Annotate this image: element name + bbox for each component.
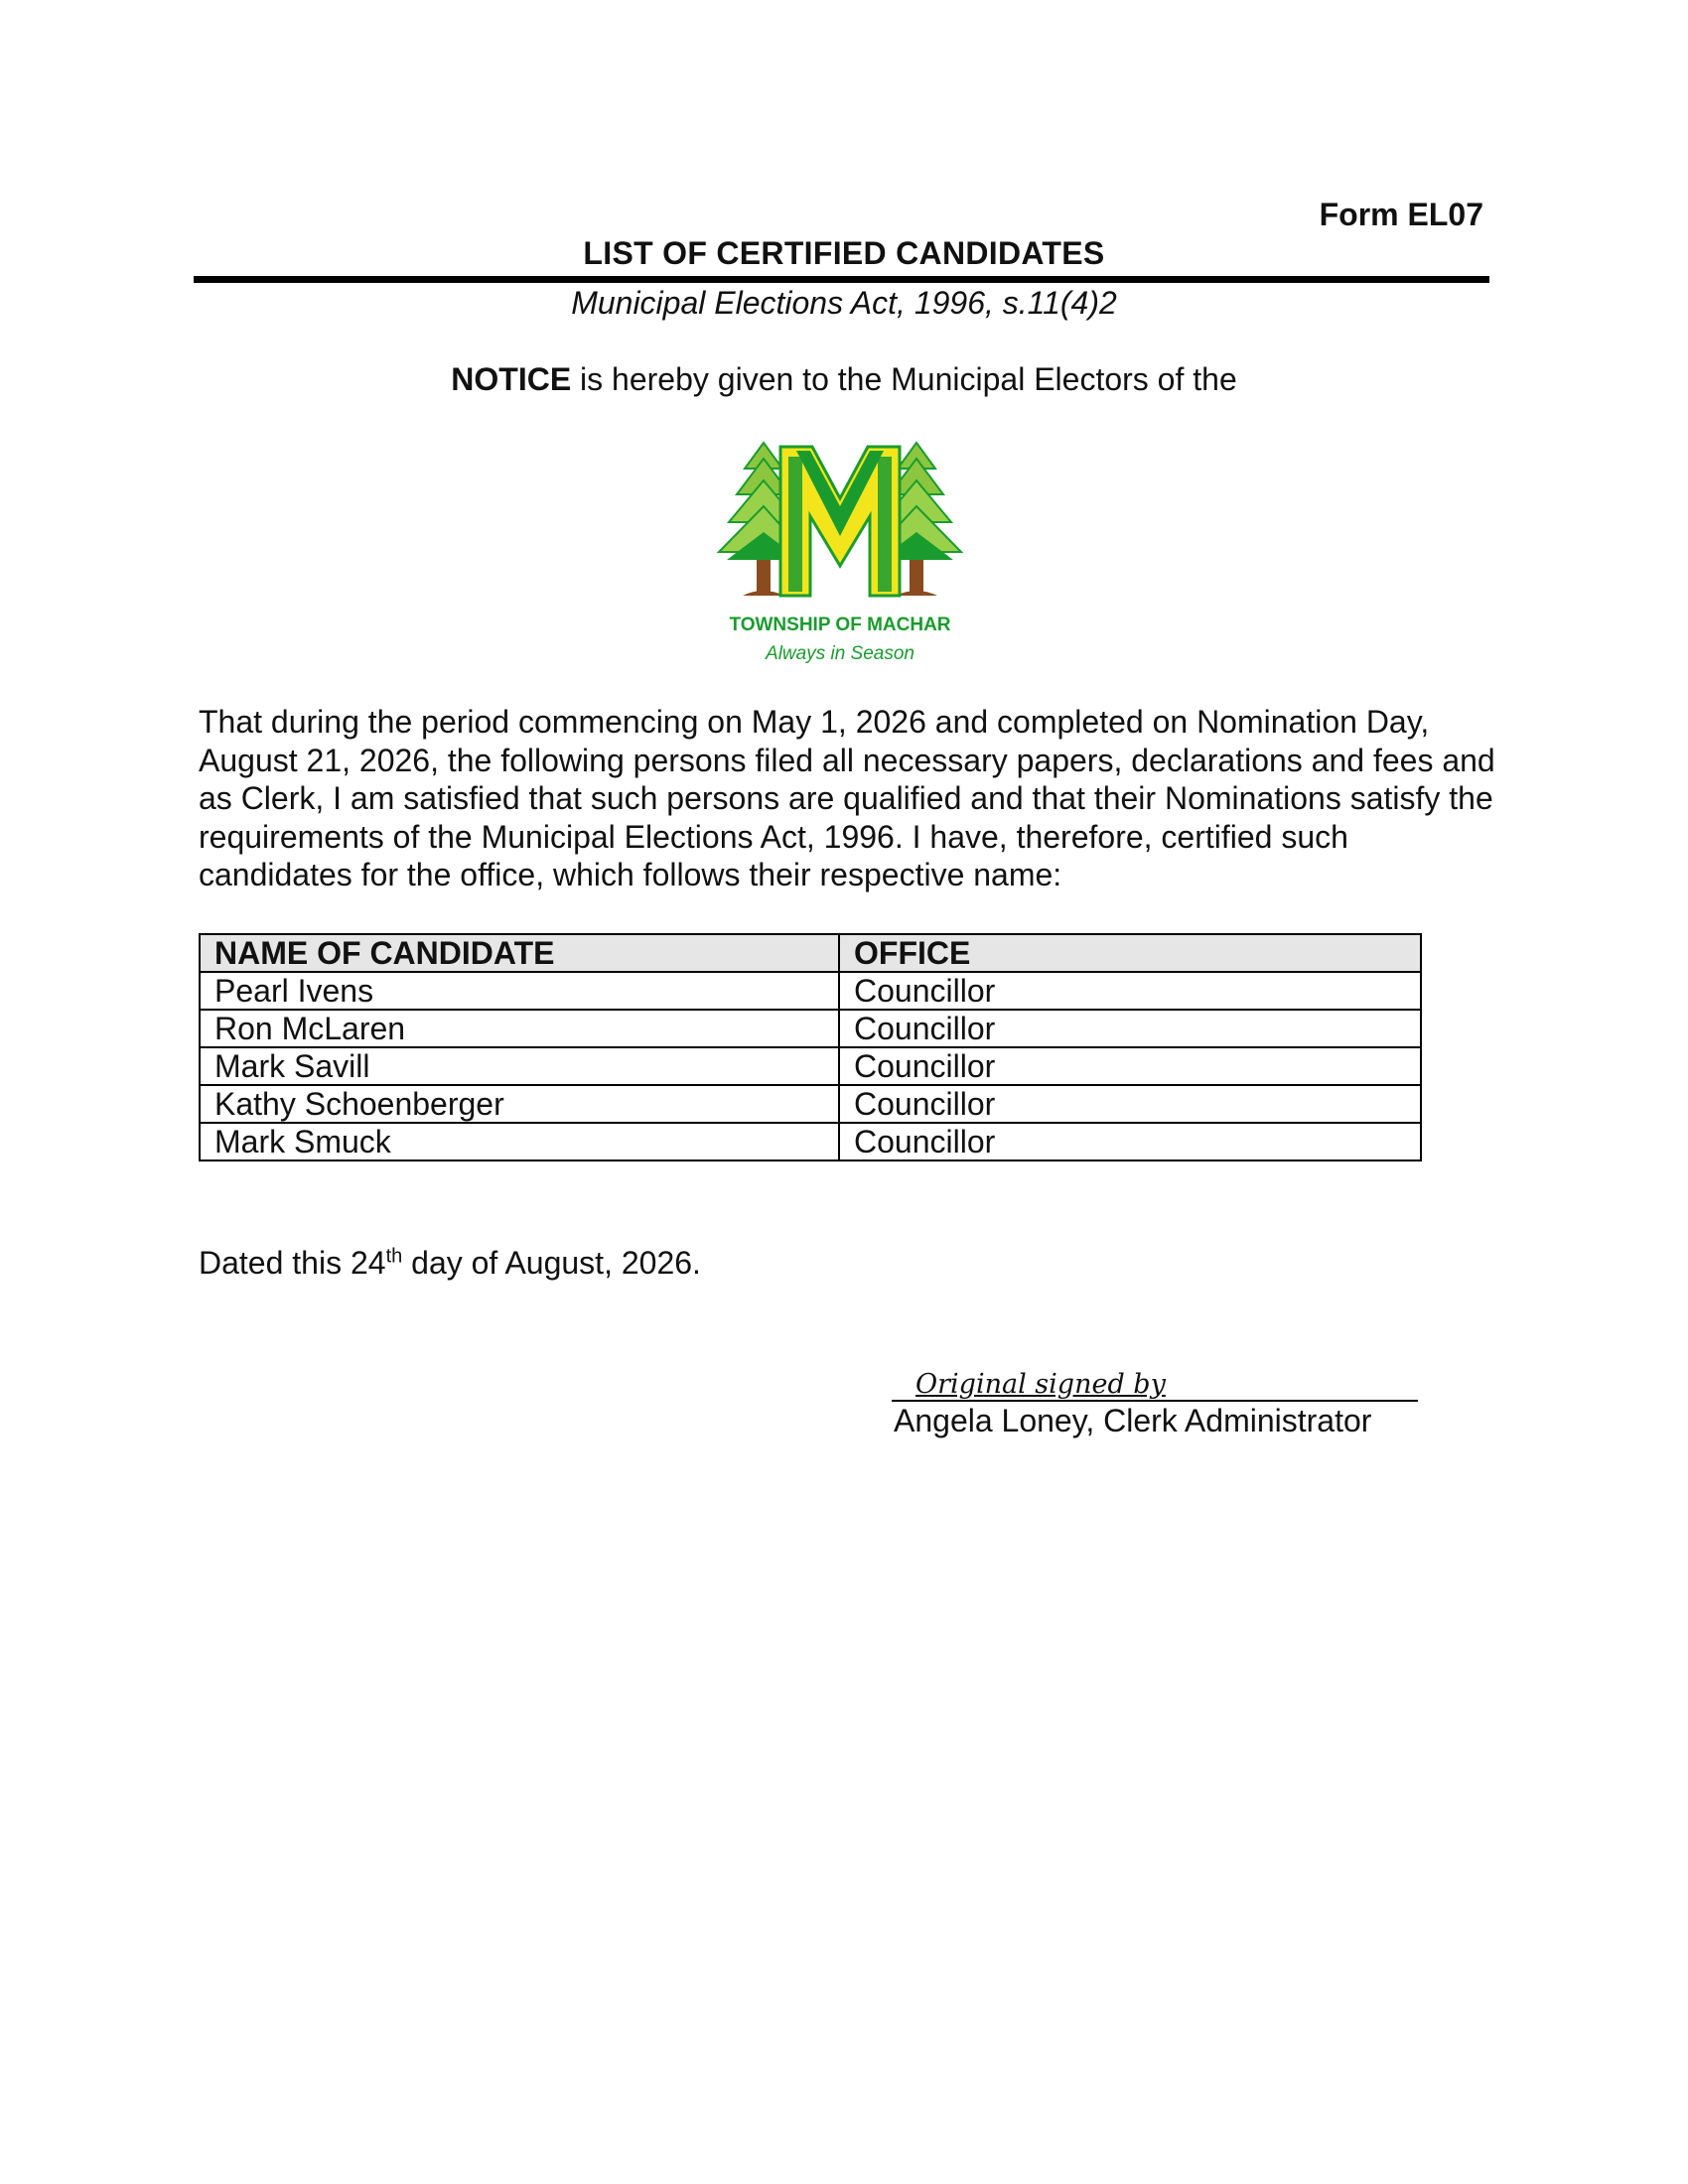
- document-title: LIST OF CERTIFIED CANDIDATES: [583, 235, 1105, 271]
- notice-lead: NOTICE: [451, 361, 572, 397]
- candidate-office: Councillor: [839, 1123, 1421, 1160]
- notice-rest: is hereby given to the Municipal Electors of the: [571, 361, 1237, 397]
- table-row: [200, 972, 1421, 1010]
- table-row: [200, 1123, 1421, 1160]
- logo-tagline: Always in Season: [766, 643, 914, 664]
- signature-line: [892, 1360, 1418, 1402]
- dated-ordinal-suffix: th: [385, 1245, 403, 1268]
- signature-note: Original signed by: [915, 1369, 1166, 1400]
- candidate-name: Ron McLaren: [200, 1010, 839, 1047]
- candidate-office: Councillor: [839, 1085, 1421, 1123]
- candidate-name: Kathy Schoenberger: [200, 1085, 839, 1123]
- dated-before: Dated this 24: [199, 1245, 386, 1281]
- title-rule: [194, 276, 1489, 283]
- candidate-name: Mark Savill: [200, 1047, 839, 1085]
- candidate-office: Councillor: [839, 1010, 1421, 1047]
- table-row: [200, 1085, 1421, 1123]
- candidates-table: [199, 933, 1422, 1161]
- candidate-name: Pearl Ivens: [200, 972, 839, 1010]
- table-row: [200, 1047, 1421, 1085]
- township-logo: [713, 437, 967, 677]
- signer-name: Angela Loney, Clerk Administrator: [894, 1403, 1372, 1438]
- header-office: OFFICE: [839, 934, 1421, 972]
- certification-paragraph: That during the period commencing on May 1, 2026 and completed on Nomination Day, August 21, 2026, the following persons filed all necessary papers, declarations and fees and as Clerk, I am satisfied that such persons are qualified and that their Nominations satisfy the requirements of the Municipal Elections Act, 1996. I have, therefore, certified such candidates for the office, which follows their respective name:: [199, 704, 1495, 892]
- table-header-row: [200, 934, 1421, 972]
- township-logo-graphic: [713, 437, 967, 677]
- candidate-office: Councillor: [839, 972, 1421, 1010]
- notice-line: [0, 361, 1688, 398]
- dated-after: day of August, 2026.: [402, 1245, 701, 1281]
- form-id: Form EL07: [1319, 197, 1483, 232]
- candidate-name: Mark Smuck: [200, 1123, 839, 1160]
- table-row: [200, 1010, 1421, 1047]
- act-reference: Municipal Elections Act, 1996, s.11(4)2: [571, 285, 1117, 321]
- logo-name: TOWNSHIP OF MACHAR: [729, 614, 951, 635]
- header-name-of-candidate: NAME OF CANDIDATE: [200, 934, 839, 972]
- candidate-office: Councillor: [839, 1047, 1421, 1085]
- dated-line: [199, 1245, 701, 1282]
